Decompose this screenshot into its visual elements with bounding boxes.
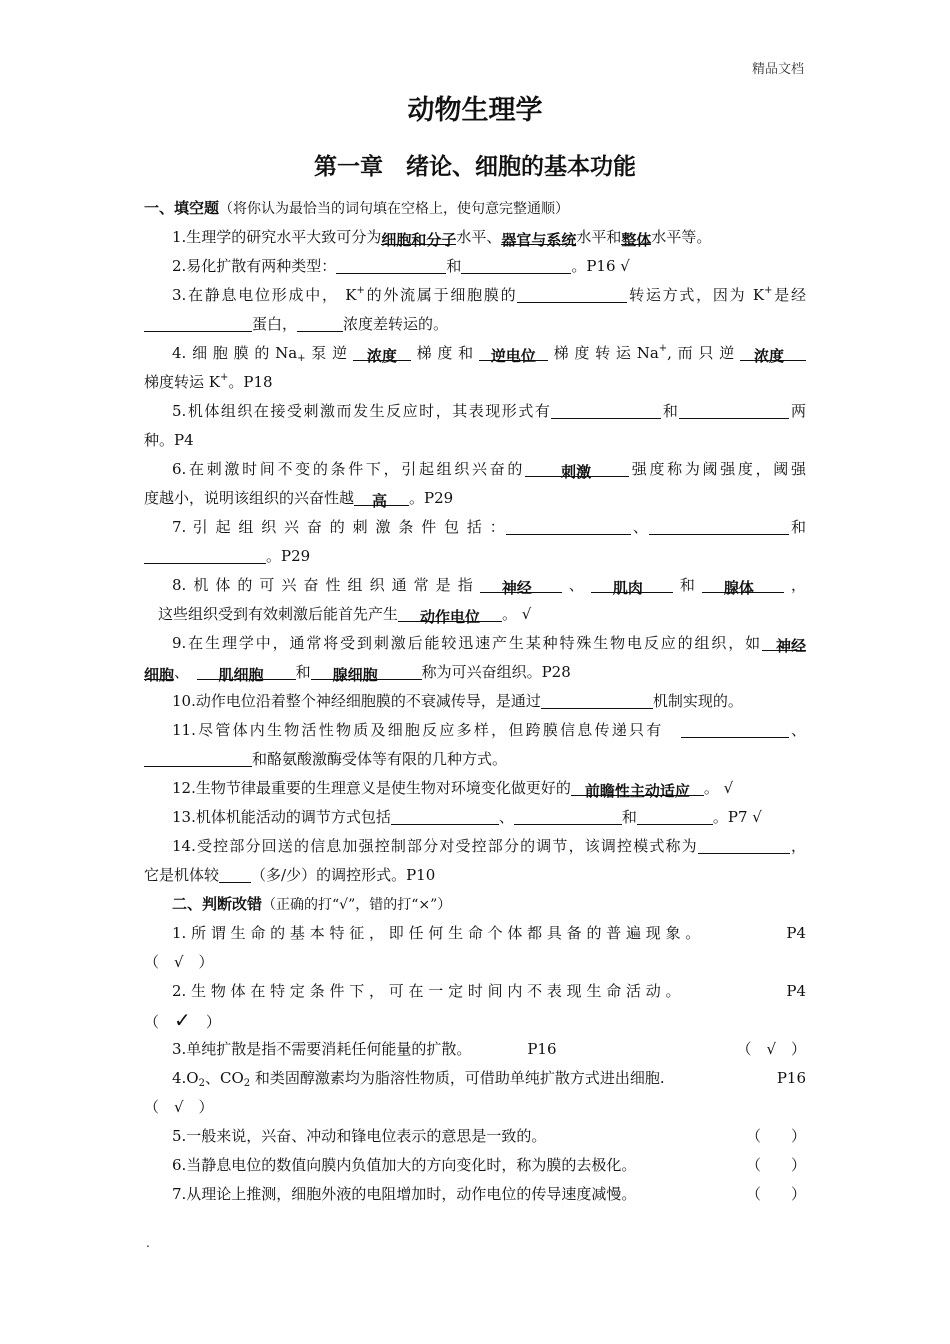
question-6: 6.在刺激时间不变的条件下，引起组织兴奋的 刺激 强度称为阈强度，阈强: [172, 460, 806, 481]
judge-3: 3.单纯扩散是指不需要消耗任何能量的扩散。 P16 （ √ ）: [172, 1040, 806, 1058]
section-title: 二、判断改错: [172, 895, 263, 913]
section-note: （正确的打“√”，错的打“×”）: [262, 897, 452, 913]
question-9-cont: 细胞、 肌细胞 和 腺细胞 称为可兴奋组织。P28: [144, 663, 571, 684]
section-title: 一、填空题: [144, 199, 220, 217]
question-7: 7. 引 起 组 织 兴 奋 的 刺 激 条 件 包 括 ： 、 和: [172, 518, 806, 536]
footer-dot: .: [146, 1236, 150, 1250]
question-6-cont: 度越小，说明该组织的兴奋性越 高 。P29: [144, 489, 454, 510]
question-13: 13.机体机能活动的调节方式包括 、 和 。P7 √: [172, 808, 762, 826]
judge-5: 5.一般来说，兴奋、冲动和锋电位表示的意思是一致的。 （ ）: [172, 1127, 806, 1145]
question-3: 3.在静息电位形成中， K+的外流属于细胞膜的 转运方式，因为 K+是经: [172, 285, 806, 304]
question-4: 4.细胞膜的$Na_+$泵逆 浓度 梯度和 逆电位 梯度转运Na+,而只逆 浓度: [144, 339, 806, 368]
question-12: 12.生物节律最重要的生理意义是使生物对环境变化做更好的 前瞻性主动适应 。 √: [172, 779, 734, 800]
question-4-cont: 梯度转运 K+。P18: [144, 372, 273, 391]
judge-1: 1. 所 谓 生 命 的 基 本 特 征 ， 即 任 何 生 命 个 体 都 具 备 的 普 遍 现 象 。 P4: [172, 924, 806, 942]
document-body: [144, 194, 806, 1209]
judge-2-answer: （ ✓ ）: [144, 1008, 221, 1032]
question-14-cont: 它是机体较 （多/少）的调控形式。P10: [144, 866, 436, 884]
judge-2: 2. 生 物 体 在 特 定 条 件 下 ， 可 在 一 定 时 间 内 不 表 现 生 命 活 动 。 P4: [172, 982, 806, 1000]
judge-1-answer: （ √ ）: [144, 953, 214, 971]
question-3-cont: 蛋白， 浓度差转运的。: [144, 310, 806, 339]
check-mark-icon: ✓: [174, 1008, 191, 1032]
section-note: （将你认为最恰当的词句填在空格上，使句意完整通顺）: [219, 201, 570, 217]
section-fill-in-header: [144, 194, 806, 223]
question-5-cont: 种。P4: [144, 431, 194, 449]
judge-4-answer: （ √ ）: [144, 1098, 214, 1116]
question-2: 2.易化扩散有两种类型： 和 。P16 √: [172, 257, 630, 275]
question-10: 10.动作电位沿着整个神经细胞膜的不衰减传导，是通过 机制实现的。: [172, 692, 743, 710]
question-8: 8.机体的可兴奋性组织通常是指 神经 、 肌肉 和 腺体 ，: [172, 576, 806, 597]
question-11-cont: 和酪氨酸激酶受体等有限的几种方式。: [144, 745, 806, 774]
question-8-cont: 这些组织受到有效刺激后能首先产生 动作电位 。 √: [158, 605, 532, 626]
corner-label: 精品文档: [751, 62, 804, 77]
judge-4: $4.O_2$、$CO_2$ 和类固醇激素均为脂溶性物质，可借助单纯扩散方式进出细胞. P16: [172, 1069, 806, 1089]
question-1: 1.生理学的研究水平大致可分为细胞和分子水平、器官与系统水平和整体水平等。: [172, 228, 712, 249]
chapter-title: 第一章 绪论、细胞的基本功能: [314, 154, 636, 180]
judge-7: 7.从理论上推测，细胞外液的电阻增加时，动作电位的传导速度减慢。 （ ）: [172, 1185, 806, 1203]
judge-6: 6.当静息电位的数值向膜内负值加大的方向变化时，称为膜的去极化。 （ ）: [172, 1156, 806, 1174]
question-9: 9.在生理学中，通常将受到刺激后能较迅速产生某种特殊生物电反应的组织，如 神经: [172, 634, 806, 655]
question-14: 14.受控部分回送的信息加强控制部分对受控部分的调节，该调控模式称为 ，: [172, 837, 806, 855]
question-5: 5.机体组织在接受刺激而发生反应时，其表现形式有 和 两: [172, 402, 806, 420]
page-title: 动物生理学: [407, 95, 543, 126]
question-7-cont: 。P29: [144, 542, 806, 571]
section-judge-header: [144, 890, 806, 919]
question-11: 11.尽管体内生物活性物质及细胞反应多样，但跨膜信息传递只有 、: [172, 721, 806, 739]
